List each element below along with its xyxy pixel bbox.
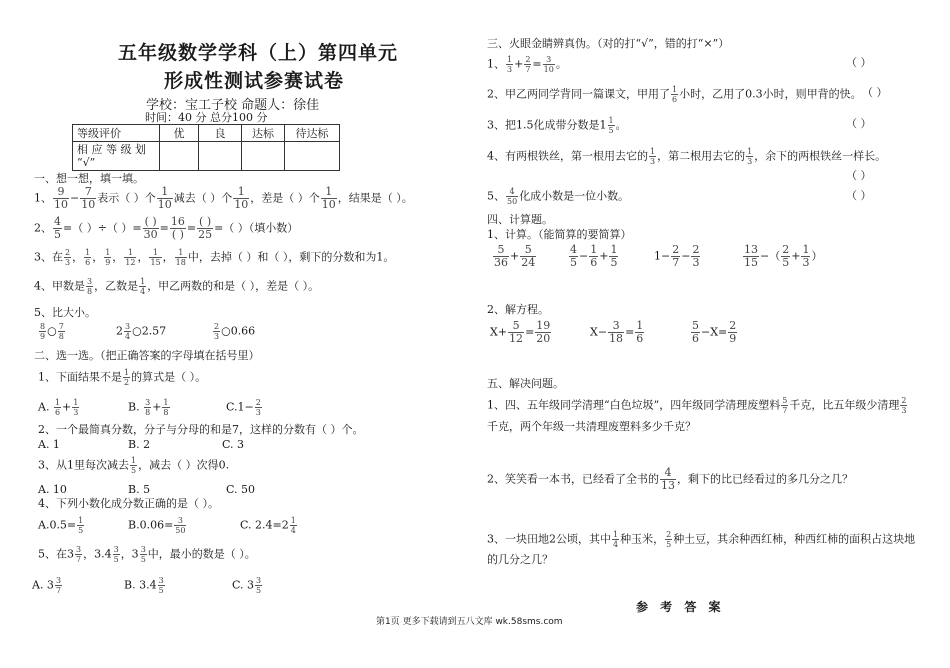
calc-expression-3: [654, 244, 701, 269]
table-header-cell: 良: [199, 125, 242, 142]
choice-2-option-c[interactable]: C. 3: [222, 438, 245, 451]
fraction: $\frac{1}{3}$: [73, 398, 79, 417]
fraction: $\frac{2}{7}$: [672, 243, 680, 269]
school-info: 学校：宝工子校 命题人：徐佳: [146, 98, 320, 113]
fraction: $\frac{4}{50}$: [507, 187, 518, 206]
table-header-cell: 等级评价: [73, 125, 160, 142]
fraction: $\frac{3}{8}$: [145, 398, 151, 417]
operator: 1−: [654, 249, 671, 263]
fraction: $\frac{3}{8}$: [87, 277, 93, 296]
fraction: $\frac{1}{6}$: [85, 248, 91, 267]
fraction: $\frac{1}{3}$: [650, 147, 656, 166]
problem-3-line1: [487, 530, 915, 549]
operator: =: [186, 221, 197, 235]
table-cell[interactable]: [285, 142, 340, 171]
question-text: 化成小数是一位小数。: [519, 189, 630, 203]
table-cell[interactable]: [242, 142, 285, 171]
problem-1-line2: 千克，两个年级一共清理废塑料多少千克？: [487, 420, 696, 433]
choice-3-option-c[interactable]: C. 50: [226, 483, 256, 496]
choice-question-1: [38, 368, 206, 387]
question-text: 5、在3: [38, 547, 74, 561]
fraction: $\frac{3}{5}$: [158, 576, 164, 595]
judge-question-5: [487, 187, 629, 206]
section2-title: 二、选一选。（把正确答案的字母填在括号里）: [34, 349, 260, 362]
choice-4-option-c[interactable]: [240, 516, 298, 535]
fraction: $\frac{3}{4}$: [125, 322, 131, 341]
fraction: $\frac{1}{5}$: [78, 516, 84, 535]
fraction: $\frac{1}{6}$: [672, 85, 678, 104]
choice-4-option-b[interactable]: [128, 516, 187, 535]
question-text: 3、一块田地2公顷，其中: [487, 532, 611, 546]
question-text: 中，去掉（ ）和（ ），剩下的分数和为1。: [187, 250, 395, 264]
grade-table: [72, 124, 340, 171]
fraction: $\frac{1}{4}$: [140, 277, 146, 296]
question-text: ，3.4: [83, 547, 112, 561]
choice-2-option-a[interactable]: A. 1: [38, 438, 60, 451]
question-number: 1、: [34, 191, 52, 205]
fraction: $\frac{3}{7}$: [55, 576, 62, 595]
question-text: 减去（ ）个: [173, 191, 233, 205]
operator: −: [579, 249, 589, 263]
fraction: $\frac{1}{5}$: [608, 116, 614, 135]
fraction: $\frac{2}{3}$: [214, 322, 220, 341]
choice-1-option-b[interactable]: [128, 398, 171, 417]
fraction: $\frac{5}{6}$: [692, 319, 699, 345]
choice-3-option-b[interactable]: B. 5: [128, 483, 151, 496]
question-text: ，第二根用去它的: [657, 149, 746, 163]
compare-title: 5、比大小。: [34, 306, 96, 319]
fraction: $\frac{1}{8}$: [163, 398, 169, 417]
choice-2-option-b[interactable]: B. 2: [128, 438, 151, 451]
fraction: $\frac{4}{13}$: [661, 466, 675, 492]
fill-question-2: [34, 216, 298, 241]
compare-item-c: [212, 322, 255, 341]
question-text: 的算式是（ ）。: [131, 370, 207, 384]
choice-question-5: [38, 545, 256, 564]
option-text: A. 3: [32, 578, 54, 592]
fraction: $\frac{8}{9}$: [40, 322, 46, 341]
operator: +: [510, 249, 520, 263]
fill-question-4: [34, 277, 319, 296]
fraction: $\frac{5}{7}$: [782, 396, 788, 415]
calc-expression-1: [492, 244, 537, 269]
fraction: $\frac{7}{8}$: [58, 322, 64, 341]
fraction: $\frac{1}{9}$: [105, 248, 111, 267]
operator: −: [70, 191, 80, 205]
fraction: $\frac{2}{9}$: [729, 319, 737, 345]
question-text: =（ ）÷（ ）=: [63, 221, 142, 235]
fraction: $\frac{9}{10}$: [54, 185, 68, 211]
judge-question-2: [487, 85, 862, 104]
section4-title: 四、计算题。: [487, 213, 553, 226]
operator: +: [599, 249, 609, 263]
choice-1-option-c[interactable]: [226, 398, 263, 417]
fraction: $\frac{2}{7}$: [525, 55, 531, 74]
operator: +: [791, 249, 801, 263]
choice-question-4: 4、下列小数化成分数正确的是（ ）。: [38, 497, 219, 510]
equation-3: [690, 320, 738, 345]
fraction: $\frac{7}{10}$: [81, 185, 96, 211]
operator: +: [514, 57, 524, 71]
fraction: $\frac{3}{5}$: [256, 576, 262, 595]
question-text: 4、有两根铁丝，第一根用去它的: [487, 149, 648, 163]
choice-question-2: 2、一个最简真分数，分子与分母的和是7，这样的分数有（ ）个。: [38, 423, 364, 436]
question-text: 表示（ ）个: [97, 191, 156, 205]
question-text: 3、把1.5化成带分数是1: [487, 118, 607, 132]
title-line2: 形成性测试参赛试卷: [164, 70, 345, 92]
option-letter: C.1−: [226, 400, 254, 414]
fraction: $\frac{1}{4}$: [613, 530, 619, 549]
option-text: A.0.5=: [38, 518, 77, 532]
fraction: $\frac{1}{10}$: [157, 185, 172, 211]
fraction: $\frac{2}{3}$: [65, 248, 71, 267]
judge-answer-box-1[interactable]: （ ）: [846, 56, 872, 69]
question-text: 。: [615, 118, 627, 132]
question-text: 1、四、五年级同学清理“白色垃圾”，四年级同学清理废塑料: [487, 398, 781, 412]
judge-question-3: [487, 116, 627, 135]
fraction: $\frac{1}{3}$: [507, 55, 513, 74]
operator: +: [152, 400, 162, 414]
operator: =: [625, 325, 635, 339]
table-row: [73, 125, 340, 142]
question-text: =（ ）（填小数）: [214, 221, 299, 235]
problem-2: [487, 467, 853, 492]
fraction: $\frac{1}{3}$: [802, 243, 810, 269]
question-text: 。: [555, 57, 567, 71]
fraction: $\frac{3}{50}$: [175, 516, 186, 535]
table-row: [73, 142, 340, 171]
operator: −X=: [701, 325, 728, 339]
question-text: ，差是（ ）个: [250, 191, 320, 205]
option-text: C. 3: [232, 578, 255, 592]
question-number: 5、: [487, 189, 505, 203]
title-line1: 五年级数学学科（上）第四单元: [118, 42, 399, 64]
operator: X+: [490, 325, 508, 339]
fraction: $\frac{5}{12}$: [509, 319, 524, 345]
calc-part1-title: 1、计算。（能简算的要简算）: [487, 228, 632, 241]
fraction: $\frac{1}{15}$: [150, 248, 161, 267]
option-text: B.0.06=: [128, 518, 174, 532]
fraction: $\frac{1}{3}$: [747, 147, 753, 166]
fraction: $\frac{1}{6}$: [590, 243, 598, 269]
judge-answer-box-3[interactable]: （ ）: [846, 117, 872, 130]
section5-title: 五、解决问题。: [487, 377, 564, 390]
judge-answer-box-2[interactable]: （ ）: [862, 86, 888, 99]
fraction: $\frac{13}{15}$: [744, 243, 758, 269]
operator: −: [681, 249, 691, 263]
judge-question-4: [487, 147, 886, 166]
table-header-cell: 达标: [242, 125, 285, 142]
fraction: $\frac{2}{5}$: [666, 530, 672, 549]
question-number: 2、: [34, 221, 52, 235]
question-text: ，甲乙两数的和是（ ），差是（ ）。: [147, 279, 320, 293]
fraction: $\frac{3}{5}$: [140, 545, 146, 564]
question-text: 中，最小的数是（ ）。: [147, 547, 256, 561]
judge-answer-box-4[interactable]: （ ）: [846, 169, 872, 182]
choice-4-option-a[interactable]: [38, 516, 85, 535]
fraction: $\frac{1}{10}$: [234, 185, 249, 211]
row-label-line1: 相 应 等 级 划: [77, 143, 146, 156]
fraction: $\frac{1}{12}$: [125, 248, 136, 267]
row-label-line2: “√”: [77, 156, 96, 169]
fill-question-1: [34, 186, 413, 211]
calc-expression-4: [742, 244, 822, 269]
question-text: 4、甲数是: [34, 279, 85, 293]
choice-5-option-c[interactable]: [232, 576, 263, 595]
fraction: $\frac{2}{3}$: [692, 243, 700, 269]
table-row-label: [73, 142, 160, 171]
question-text: 1、下面结果不是: [38, 370, 122, 384]
question-text: ，剩下的比已经看过的多几分之几？: [677, 472, 853, 486]
judge-question-1: [487, 55, 567, 74]
fraction: $\frac{( )}{30}$: [143, 215, 158, 241]
operator: =: [159, 221, 169, 235]
choice-3-option-a[interactable]: A. 10: [38, 483, 67, 496]
fraction: $\frac{2}{3}$: [255, 398, 261, 417]
question-text: ，余下的两根铁丝一样长。: [754, 149, 887, 163]
question-text: 种土豆，其余种西红柿，种西红柿的面积占这块地: [673, 532, 916, 546]
fraction: $\frac{3}{7}$: [76, 545, 82, 564]
question-text: 2、笑笑看一本书，已经看了全书的: [487, 472, 659, 486]
fraction: $\frac{1}{18}$: [175, 248, 186, 267]
fraction: $\frac{16}{( )}$: [170, 215, 185, 241]
question-text: ，减去（ ）次得0.: [138, 458, 230, 472]
page-footer: 第1页 更多下载请到五八文库 wk.58sms.com: [376, 617, 563, 627]
operator: =: [532, 57, 542, 71]
equation-1: [490, 320, 552, 345]
section3-title: 三、火眼金睛辨真伪。（对的打“√”，错的打“×”）: [487, 37, 730, 50]
fraction: $\frac{1}{6}$: [636, 319, 644, 345]
operator: ）: [811, 249, 823, 263]
question-number: 1、: [487, 57, 505, 71]
compare-circle[interactable]: ○0.66: [221, 324, 256, 338]
problem-1-line1: [487, 396, 908, 415]
fraction: $\frac{5}{24}$: [521, 243, 536, 269]
fraction: $\frac{1}{5}$: [131, 456, 137, 475]
calc-part2-title: 2、解方程。: [487, 303, 549, 316]
compare-circle[interactable]: ○2.57: [132, 324, 167, 338]
operator: =: [525, 325, 535, 339]
table-header-cell: 优: [160, 125, 199, 142]
calc-expression-2: [568, 244, 619, 269]
table-cell[interactable]: [199, 142, 242, 171]
fraction: $\frac{( )}{25}$: [198, 215, 213, 241]
question-text: 3、在: [34, 250, 63, 264]
choice-1-option-a[interactable]: [38, 398, 80, 417]
operator: +: [62, 400, 72, 414]
option-letter: B.: [128, 400, 140, 414]
fraction: $\frac{19}{20}$: [536, 319, 551, 345]
option-text: C. 2.4=2: [240, 518, 289, 532]
fraction: $\frac{1}{6}$: [54, 398, 61, 417]
operator: X−: [590, 325, 608, 339]
compare-item-a: [38, 322, 66, 341]
operator: −（: [760, 249, 781, 263]
question-text: ，乙数是: [94, 279, 139, 293]
compare-item-b: [116, 322, 166, 341]
answers-title: 参 考 答 案: [636, 600, 725, 614]
equation-2: [590, 320, 645, 345]
fraction: $\frac{1}{5}$: [610, 243, 618, 269]
question-text: ，结果是（ ）。: [337, 191, 413, 205]
question-text: 小时，乙用了0.3小时，则甲背的快。: [679, 87, 862, 101]
fraction: $\frac{1}{10}$: [321, 185, 336, 211]
problem-3-line2: 的几分之几？: [487, 553, 553, 566]
option-letter: A.: [38, 400, 50, 414]
fraction: $\frac{3}{10}$: [543, 55, 554, 74]
integer-part: 2: [116, 324, 123, 338]
time-info: 时间：40 分 总分100 分: [145, 111, 268, 124]
compare-circle[interactable]: ○: [47, 324, 57, 338]
judge-answer-box-5[interactable]: （ ）: [846, 189, 872, 202]
question-text: 种玉米，: [620, 532, 665, 546]
fraction: $\frac{5}{36}$: [494, 243, 508, 269]
fraction: $\frac{2}{3}$: [901, 396, 907, 415]
choice-5-option-a[interactable]: [32, 576, 63, 595]
fraction: $\frac{1}{4}$: [290, 516, 296, 535]
choice-5-option-b[interactable]: [124, 576, 166, 595]
fraction: $\frac{4}{5}$: [570, 243, 577, 269]
question-text: 2、甲乙两同学背同一篇课文，甲用了: [487, 87, 670, 101]
fraction: $\frac{2}{5}$: [782, 243, 790, 269]
question-text: 3、从1里每次减去: [38, 458, 129, 472]
question-text: ，3: [120, 547, 139, 561]
fraction: $\frac{1}{2}$: [124, 368, 130, 387]
table-cell[interactable]: [160, 142, 199, 171]
table-header-cell: 待达标: [285, 125, 340, 142]
fraction: $\frac{3}{5}$: [113, 545, 119, 564]
option-text: B. 3.4: [124, 578, 157, 592]
question-text: 千克，比五年级少清理: [789, 398, 900, 412]
fraction: $\frac{3}{18}$: [609, 319, 624, 345]
section1-title: 一、想一想，填一填。: [34, 172, 144, 185]
fill-question-3: 3、在 $\frac{2}{3}$ ， $\frac{1}{6}$ ， $\frac{1}{9}$ ， $\frac{1}{12}$ ， $\frac{1}{15}$ ， $\frac{1}{18}$ 中，去掉（ ）和（ ），剩下的分数和为1。: [34, 248, 395, 267]
choice-question-3: [38, 456, 229, 475]
fraction: $\frac{4}{5}$: [54, 215, 61, 241]
